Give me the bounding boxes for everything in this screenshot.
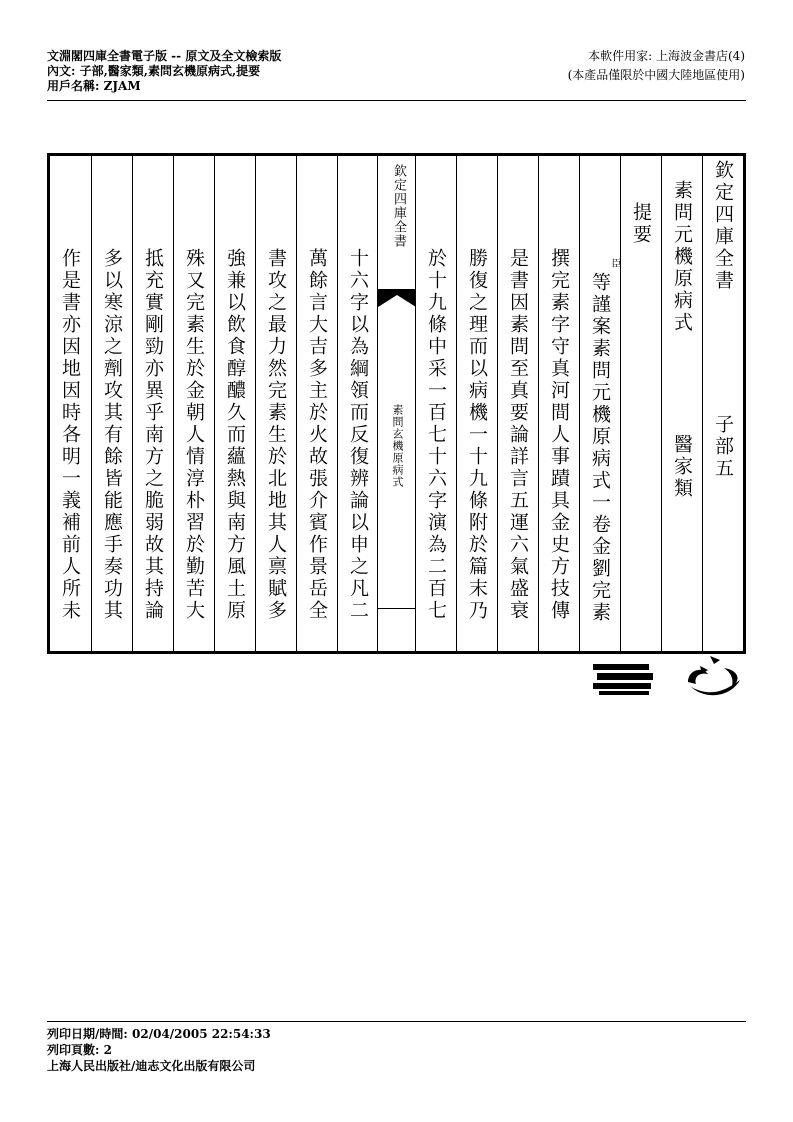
work-title-column	[661, 156, 702, 651]
tiyao-column	[620, 156, 661, 651]
header-title: 文淵閣四庫全書電子版 -- 原文及全文檢索版	[47, 49, 282, 63]
text-column	[91, 156, 132, 651]
header-region-notice: (本產品僅限於中國大陸地區使用)	[567, 68, 745, 82]
text-line: 等謹案素問元機原病式一卷金劉完素	[589, 272, 611, 624]
text-column	[214, 156, 255, 651]
section-text: 子部五	[712, 414, 734, 480]
text-line: 書攻之最力然完素生於北地其人禀賦多	[265, 248, 287, 622]
text-column	[173, 156, 214, 651]
text-column	[255, 156, 296, 651]
text-line: 抵充實剛勁亦異乎南方之脆弱故其持論	[142, 248, 164, 622]
title-column	[702, 156, 743, 651]
text-line: 撰完素字守真河間人事蹟具金史方技傳	[548, 248, 570, 622]
chen-mark: 臣	[609, 258, 620, 268]
header-content-path: 內文: 子部,醫家類,素問玄機原病式,提要	[47, 64, 261, 78]
text-column	[50, 156, 90, 651]
text-line: 萬餘言大吉多主於火故張介賓作景岳全	[306, 248, 328, 622]
text-column	[415, 156, 456, 651]
print-page-count: 列印頁數: 2	[47, 1043, 112, 1057]
work-title: 素問元機原病式	[671, 180, 693, 334]
text-line: 於十九條中采一百七十六字演為二百七	[425, 248, 447, 622]
footer	[47, 1026, 271, 1074]
text-line: 是書因素問至真要論詳言五運六氣盛衰	[507, 248, 529, 622]
header-left	[47, 49, 281, 94]
center-fold-column	[377, 156, 416, 651]
text-column	[456, 156, 497, 651]
header-right	[568, 49, 745, 83]
seal-stamp-right	[684, 654, 744, 702]
center-rule	[378, 608, 416, 609]
text-column	[296, 156, 337, 651]
tiyao-heading: 提要	[630, 202, 652, 246]
print-datetime: 列印日期/時間: 02/04/2005 22:54:33	[47, 1027, 271, 1041]
text-line: 十六字以為綱領而反復辨論以申之凡二	[347, 248, 369, 622]
text-line: 作是書亦因地因時各明一義補前人所未	[59, 248, 81, 622]
text-line: 多以寒涼之劑攻其有餘皆能應手奏功其	[101, 248, 123, 622]
header-rule	[47, 100, 746, 101]
text-column	[497, 156, 538, 651]
center-work-title: 素問玄機原病式	[391, 404, 404, 488]
header-user: 用戶名稱: ZJAM	[47, 79, 141, 93]
text-line: 強兼以飲食醇醲久而蘊熱與南方風土原	[224, 248, 246, 622]
center-book-title: 欽定四庫全書	[391, 164, 406, 248]
book-page-frame	[47, 153, 746, 654]
category-text: 醫家類	[671, 434, 693, 500]
header-licensee: 本軟件用家: 上海波金書店(4)	[588, 49, 745, 63]
text-line: 勝復之理而以病機一十九條附於篇末乃	[466, 248, 488, 622]
text-column	[337, 156, 378, 651]
text-column	[579, 156, 620, 651]
text-line: 殊又完素生於金朝人情淳朴習於勤苦大	[183, 248, 205, 622]
footer-rule	[47, 1021, 746, 1022]
text-column	[538, 156, 579, 651]
publisher: 上海人民出版社/迪志文化出版有限公司	[47, 1059, 256, 1073]
title-text: 欽定四庫全書	[712, 160, 734, 292]
text-column	[132, 156, 173, 651]
seal-stamp-left	[593, 662, 655, 696]
fish-tail-mark	[378, 289, 416, 307]
